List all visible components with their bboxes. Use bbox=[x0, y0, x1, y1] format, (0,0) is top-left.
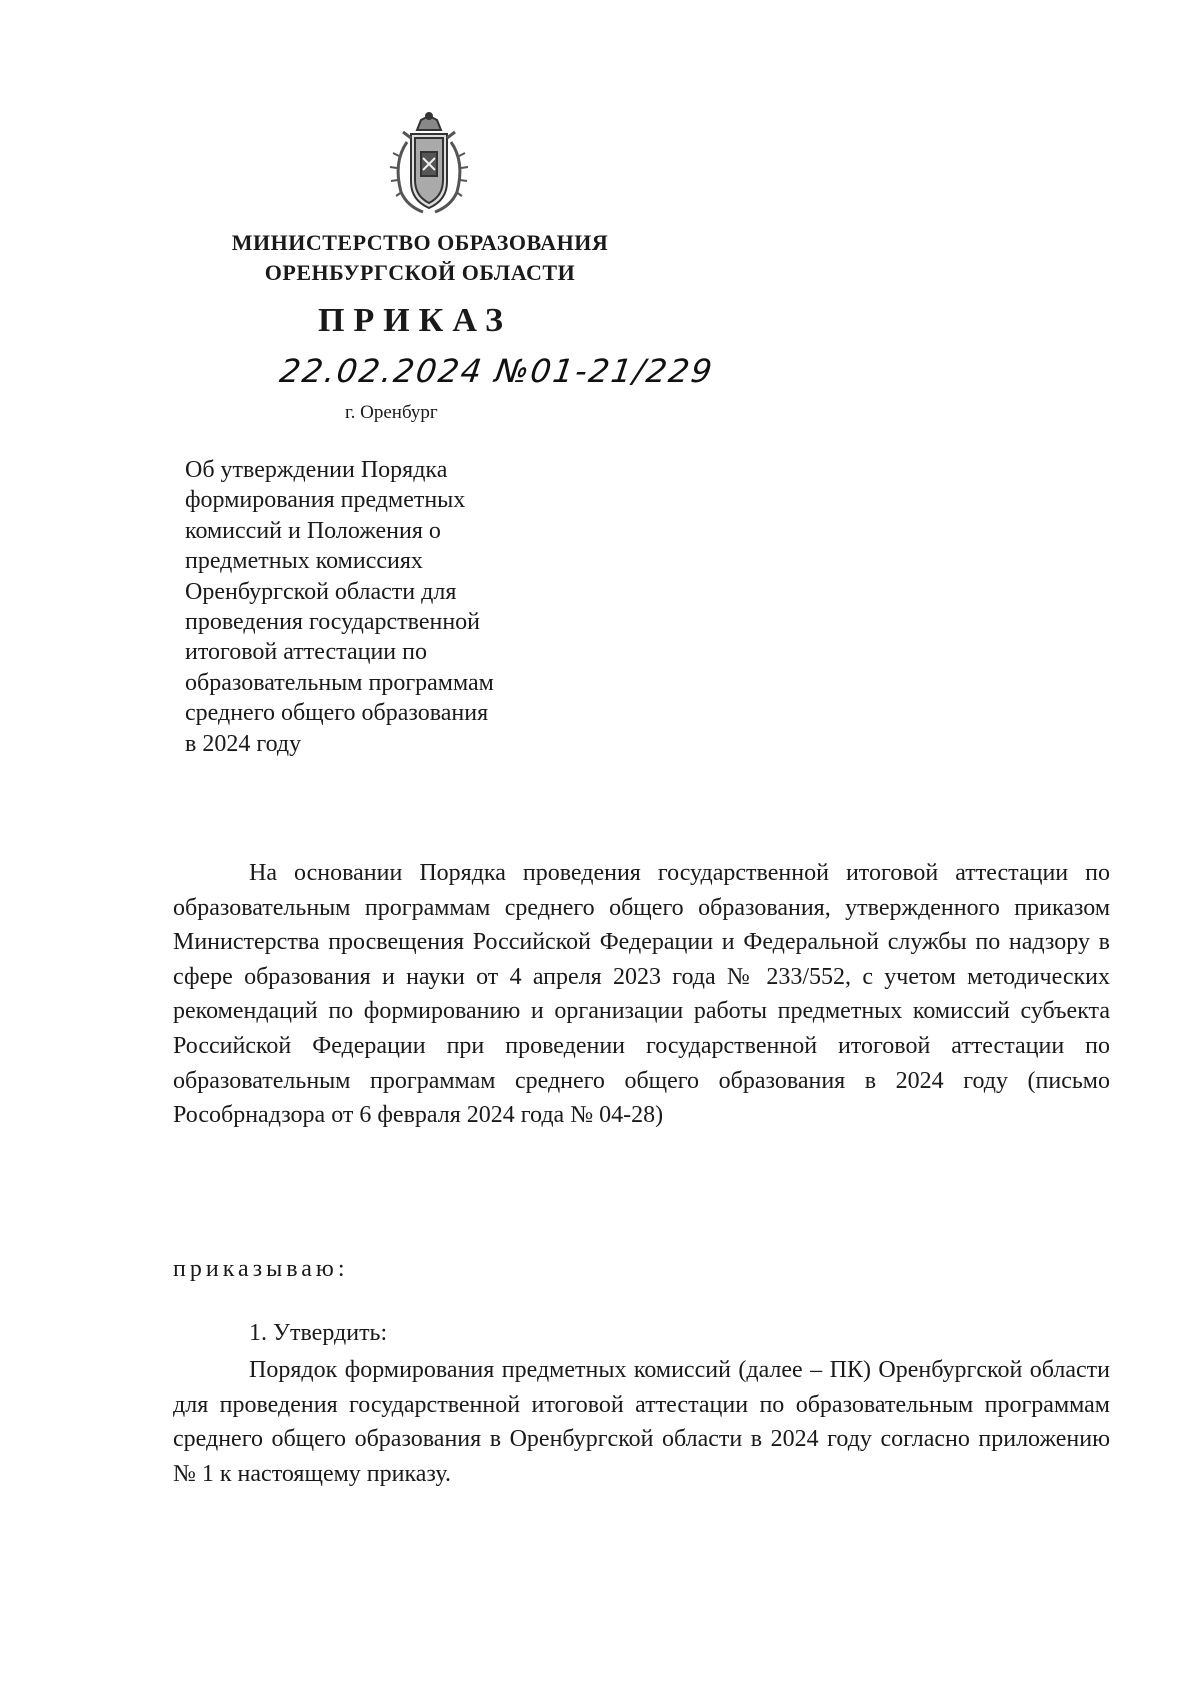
subject-line: Оренбургской области для bbox=[185, 578, 457, 605]
subject-line: формирования предметных bbox=[185, 487, 466, 514]
ministry-line-1: МИНИСТЕРСТВО ОБРАЗОВАНИЯ bbox=[231, 230, 609, 255]
decree-word: приказываю: bbox=[173, 1256, 349, 1282]
subject-line: проведения государственной bbox=[185, 609, 481, 636]
subject-line: в 2024 году bbox=[185, 730, 302, 757]
order-title: ПРИКАЗ bbox=[318, 302, 512, 339]
coat-of-arms-icon bbox=[383, 112, 475, 217]
subject-line: образовательным программам bbox=[185, 669, 494, 696]
subject-line: комиссий и Положения о bbox=[185, 517, 441, 544]
preamble-paragraph: На основании Порядка проведения государственной итоговой аттестации по образовательным программам среднего общего образования, утвержденного приказом Министерства просвещения Российской Федерации и Федеральной службы по надзору в сфере образования и науки от 4 апреля 2023 года № 233/552, с учетом методических рекомендаций по формированию и организации работы предметных комиссий субъекта Российской Федерации при проведении государственной итоговой аттестации по образовательным программам среднего общего образования в 2024 году (письмо Рособрнадзора от 6 февраля 2024 года № 04-28) bbox=[173, 860, 1110, 1129]
item-1-heading: 1. Утвердить: bbox=[249, 1320, 388, 1346]
subject-line: итоговой аттестации по bbox=[185, 639, 427, 666]
handwritten-date-number: 22.02.2024 №01-21/229 bbox=[277, 352, 717, 390]
subject-line: предметных комиссиях bbox=[185, 548, 423, 575]
subject-line: Об утверждении Порядка bbox=[185, 457, 448, 483]
order-subject bbox=[185, 455, 585, 759]
city-label: г. Оренбург bbox=[345, 402, 438, 423]
subject-line: среднего общего образования bbox=[185, 700, 489, 727]
ministry-name bbox=[190, 228, 650, 288]
ministry-line-2: ОРЕНБУРГСКОЙ ОБЛАСТИ bbox=[264, 260, 576, 285]
item-1-paragraph: Порядок формирования предметных комиссий (далее – ПК) Оренбургской области для проведения государственной итоговой аттестации по образовательным программам среднего общего образования в Оренбургской области в 2024 году согласно приложению № 1 к настоящему приказу. bbox=[173, 1357, 1110, 1487]
